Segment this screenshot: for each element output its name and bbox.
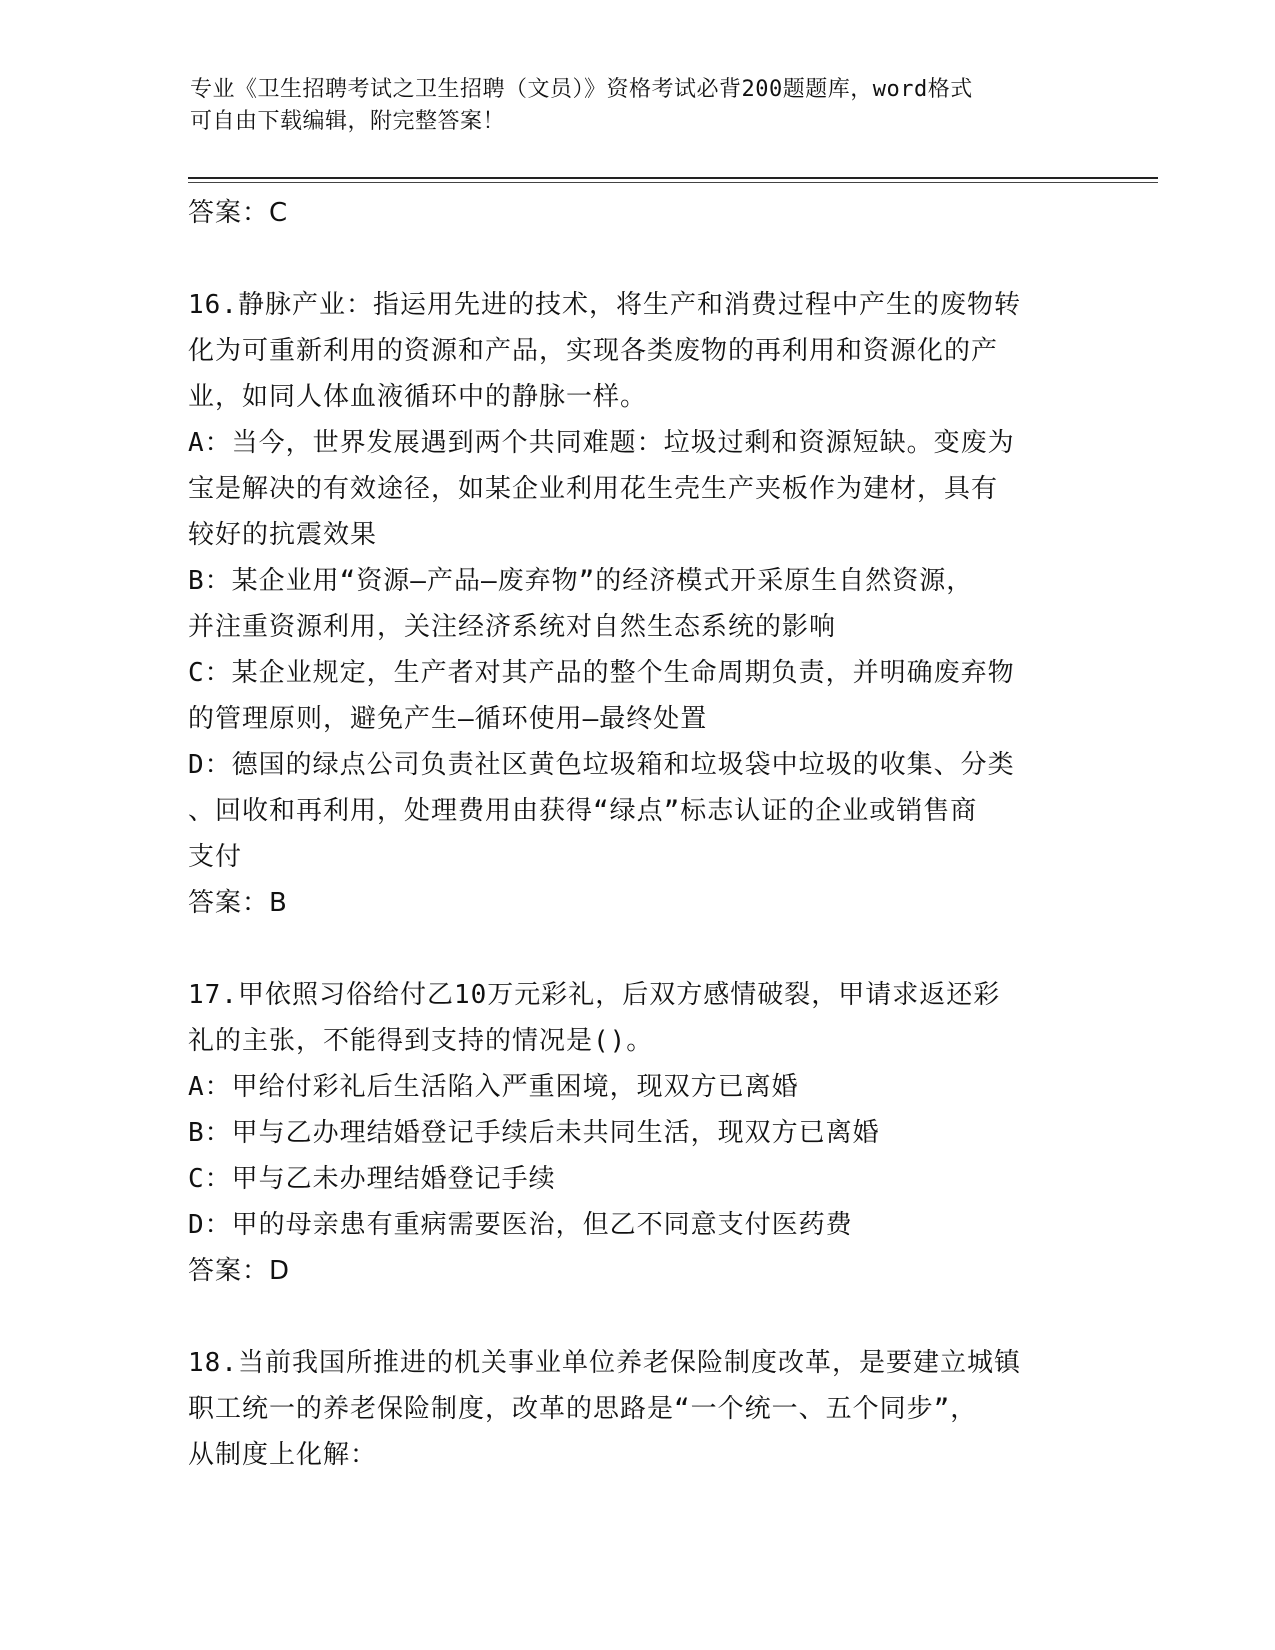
question-16-stem-line-2: 化为可重新利用的资源和产品，实现各类废物的再利用和资源化的产 — [188, 336, 999, 366]
answer-previous: 答案：C — [188, 198, 289, 228]
header-divider-thin — [188, 182, 1158, 183]
question-16 — [188, 282, 1088, 926]
question-18-stem-line-3: 从制度上化解： — [188, 1440, 378, 1470]
spacer — [188, 1294, 1088, 1340]
question-17-stem-line-1: 17.甲依照习俗给付乙10万元彩礼，后双方感情破裂，甲请求返还彩 — [188, 980, 1001, 1010]
question-17-option-c: C：甲与乙未办理结婚登记手续 — [188, 1164, 556, 1194]
question-16-option-b-line-2: 并注重资源利用，关注经济系统对自然生态系统的影响 — [188, 612, 837, 642]
header-divider-thick — [188, 177, 1158, 179]
question-17 — [188, 972, 1088, 1294]
question-16-answer: 答案：B — [188, 888, 288, 918]
question-16-stem-line-3: 业，如同人体血液循环中的静脉一样。 — [188, 382, 648, 412]
question-16-option-a-line-3: 较好的抗震效果 — [188, 520, 378, 550]
question-16-option-b-line-1: B：某企业用“资源—产品—废弃物”的经济模式开采原生自然资源， — [188, 566, 974, 596]
question-17-stem-line-2: 礼的主张，不能得到支持的情况是()。 — [188, 1026, 654, 1056]
question-16-option-c-line-1: C：某企业规定，生产者对其产品的整个生命周期负责，并明确废弃物 — [188, 658, 1015, 688]
question-16-option-c-line-2: 的管理原则，避免产生—循环使用—最终处置 — [188, 704, 708, 734]
question-16-option-d-line-1: D：德国的绿点公司负责社区黄色垃圾箱和垃圾袋中垃圾的收集、分类 — [188, 750, 1015, 780]
question-17-answer: 答案：D — [188, 1256, 291, 1286]
spacer — [188, 236, 1088, 282]
question-18-stem-line-1: 18.当前我国所推进的机关事业单位养老保险制度改革，是要建立城镇 — [188, 1348, 1021, 1378]
question-17-option-a: A：甲给付彩礼后生活陷入严重困境，现双方已离婚 — [188, 1072, 799, 1102]
question-16-option-a-line-1: A：当今，世界发展遇到两个共同难题：垃圾过剩和资源短缺。变废为 — [188, 428, 1015, 458]
spacer — [188, 926, 1088, 972]
header-line-1: 专业《卫生招聘考试之卫生招聘（文员）》资格考试必背200题题库，word格式 — [190, 77, 973, 102]
document-header — [190, 74, 1090, 138]
header-line-2: 可自由下载编辑，附完整答案！ — [190, 109, 506, 134]
question-16-option-d-line-2: 、回收和再利用，处理费用由获得“绿点”标志认证的企业或销售商 — [188, 796, 978, 826]
question-17-option-b: B：甲与乙办理结婚登记手续后未共同生活，现双方已离婚 — [188, 1118, 880, 1148]
question-18 — [188, 1340, 1088, 1478]
question-18-stem-line-2: 职工统一的养老保险制度，改革的思路是“一个统一、五个同步”， — [188, 1394, 978, 1424]
question-16-stem-line-1: 16.静脉产业：指运用先进的技术，将生产和消费过程中产生的废物转 — [188, 290, 1021, 320]
question-17-option-d: D：甲的母亲患有重病需要医治，但乙不同意支付医药费 — [188, 1210, 853, 1240]
document-body — [188, 190, 1088, 1478]
question-16-option-d-line-3: 支付 — [188, 842, 243, 872]
question-16-option-a-line-2: 宝是解决的有效途径，如某企业利用花生壳生产夹板作为建材，具有 — [188, 474, 999, 504]
